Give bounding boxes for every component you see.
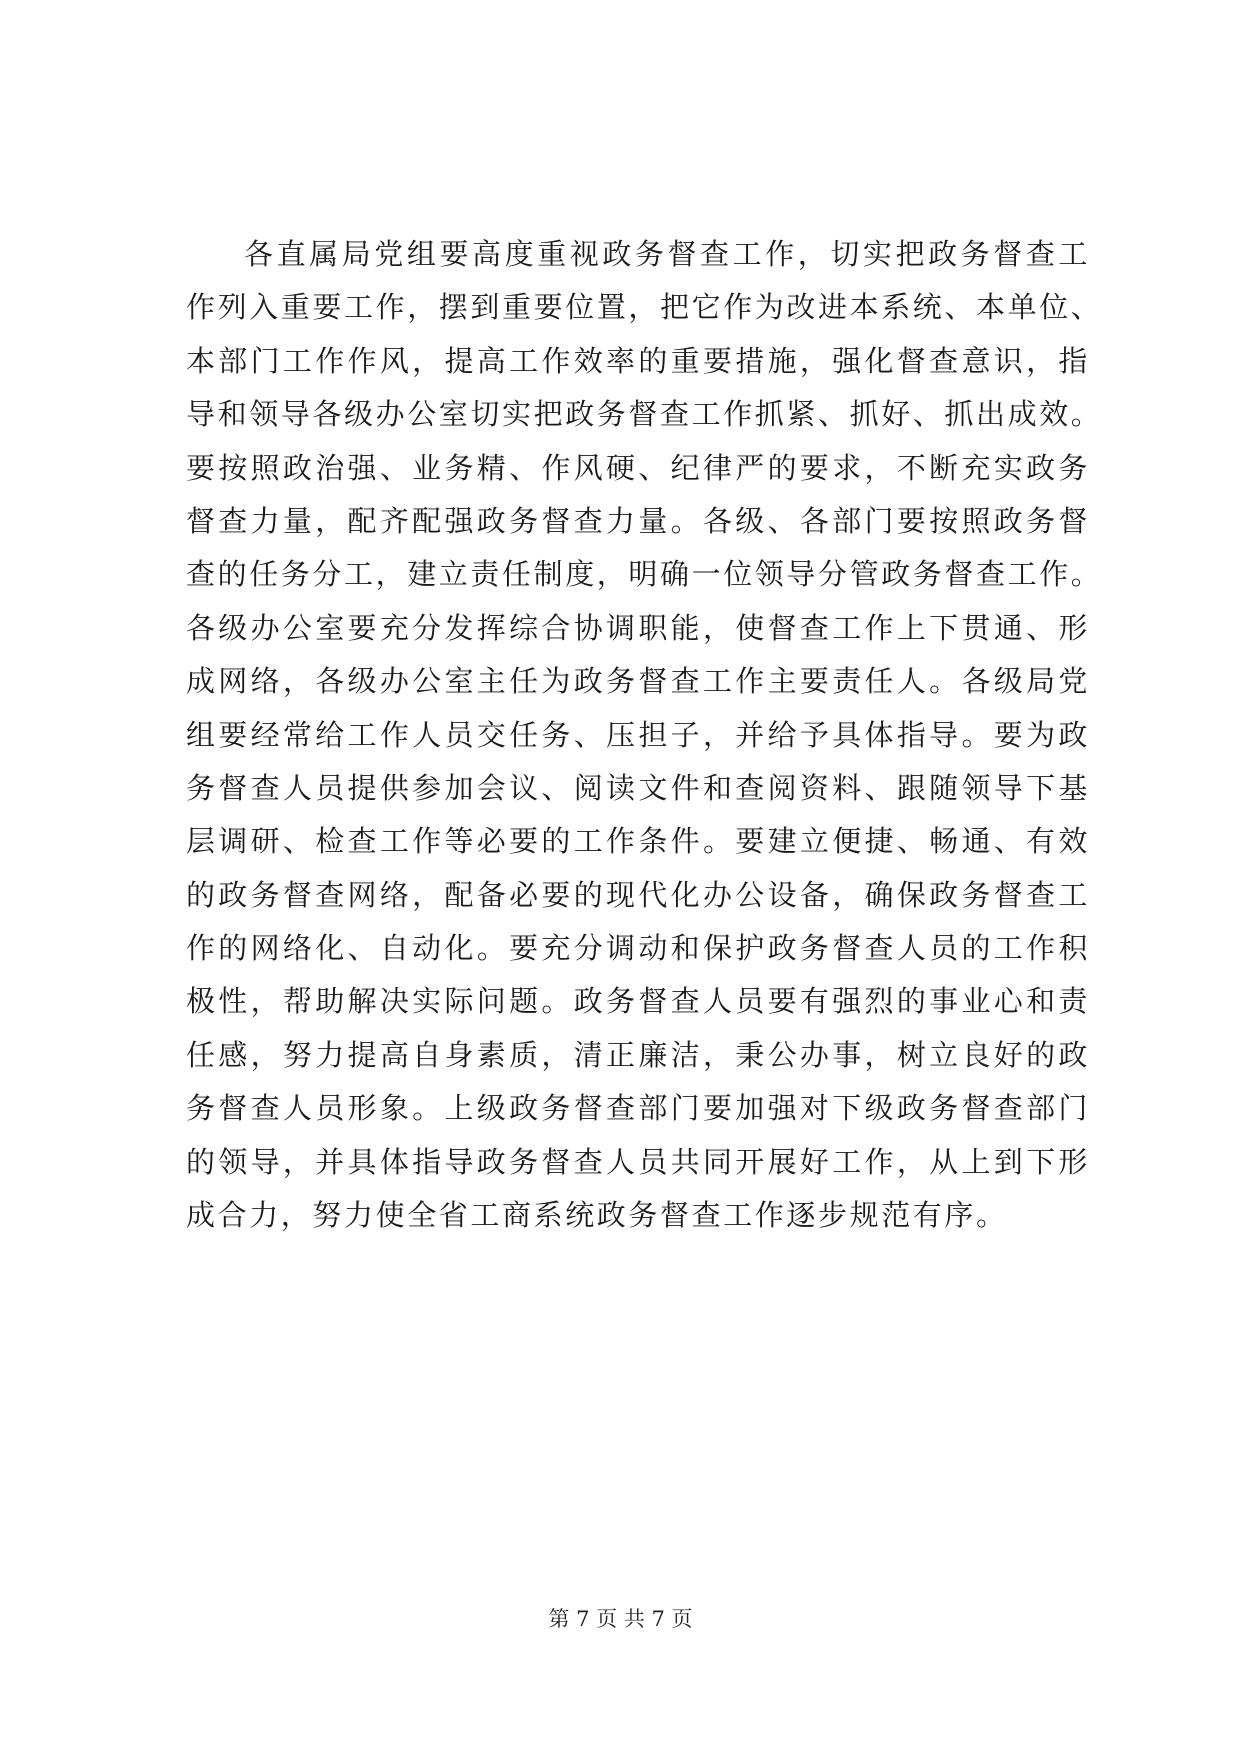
body-paragraph xyxy=(186,228,1103,1242)
paragraph-line: 督查力量，配齐配强政务督查力量。各级、各部门要按照政务督 xyxy=(186,503,1090,538)
paragraph-line: 要按照政治强、业务精、作风硬、纪律严的要求，不断充实政务 xyxy=(186,450,1090,485)
paragraph-line: 作的网络化、自动化。要充分调动和保护政务督查人员的工作积 xyxy=(186,931,1090,966)
paragraph-line: 成网络，各级办公室主任为政务督查工作主要责任人。各级局党 xyxy=(186,664,1090,699)
paragraph-line: 本部门工作作风，提高工作效率的重要措施，强化督查意识，指 xyxy=(186,343,1090,378)
paragraph-line: 的政务督查网络，配备必要的现代化办公设备，确保政务督查工 xyxy=(186,877,1090,912)
paragraph-line: 导和领导各级办公室切实把政务督查工作抓紧、抓好、抓出成效。 xyxy=(186,397,1103,432)
paragraph-line: 层调研、检查工作等必要的工作条件。要建立便捷、畅通、有效 xyxy=(186,824,1090,859)
paragraph-line: 务督查人员提供参加会议、阅读文件和查阅资料、跟随领导下基 xyxy=(186,770,1090,805)
paragraph-line: 各级办公室要充分发挥综合协调职能，使督查工作上下贯通、形 xyxy=(186,610,1090,645)
paragraph-line: 成合力，努力使全省工商系统政务督查工作逐步规范有序。 xyxy=(186,1198,1008,1233)
paragraph-line: 作列入重要工作，摆到重要位置，把它作为改进本系统、本单位、 xyxy=(186,290,1103,325)
paragraph-line: 各直属局党组要高度重视政务督查工作，切实把政务督查工 xyxy=(244,237,1090,271)
paragraph-line: 查的任务分工，建立责任制度，明确一位领导分管政务督查工作。 xyxy=(186,557,1103,592)
paragraph-line: 的领导，并具体指导政务督查人员共同开展好工作，从上到下形 xyxy=(186,1144,1090,1179)
paragraph-line: 任感，努力提高自身素质，清正廉洁，秉公办事，树立良好的政 xyxy=(186,1037,1090,1072)
paragraph-line: 务督查人员形象。上级政务督查部门要加强对下级政务督查部门 xyxy=(186,1091,1090,1126)
page-number-footer: 第 7 页 共 7 页 xyxy=(548,1607,693,1631)
paragraph-line: 组要经常给工作人员交任务、压担子，并给予具体指导。要为政 xyxy=(186,717,1090,752)
paragraph-line: 极性，帮助解决实际问题。政务督查人员要有强烈的事业心和责 xyxy=(186,984,1090,1019)
